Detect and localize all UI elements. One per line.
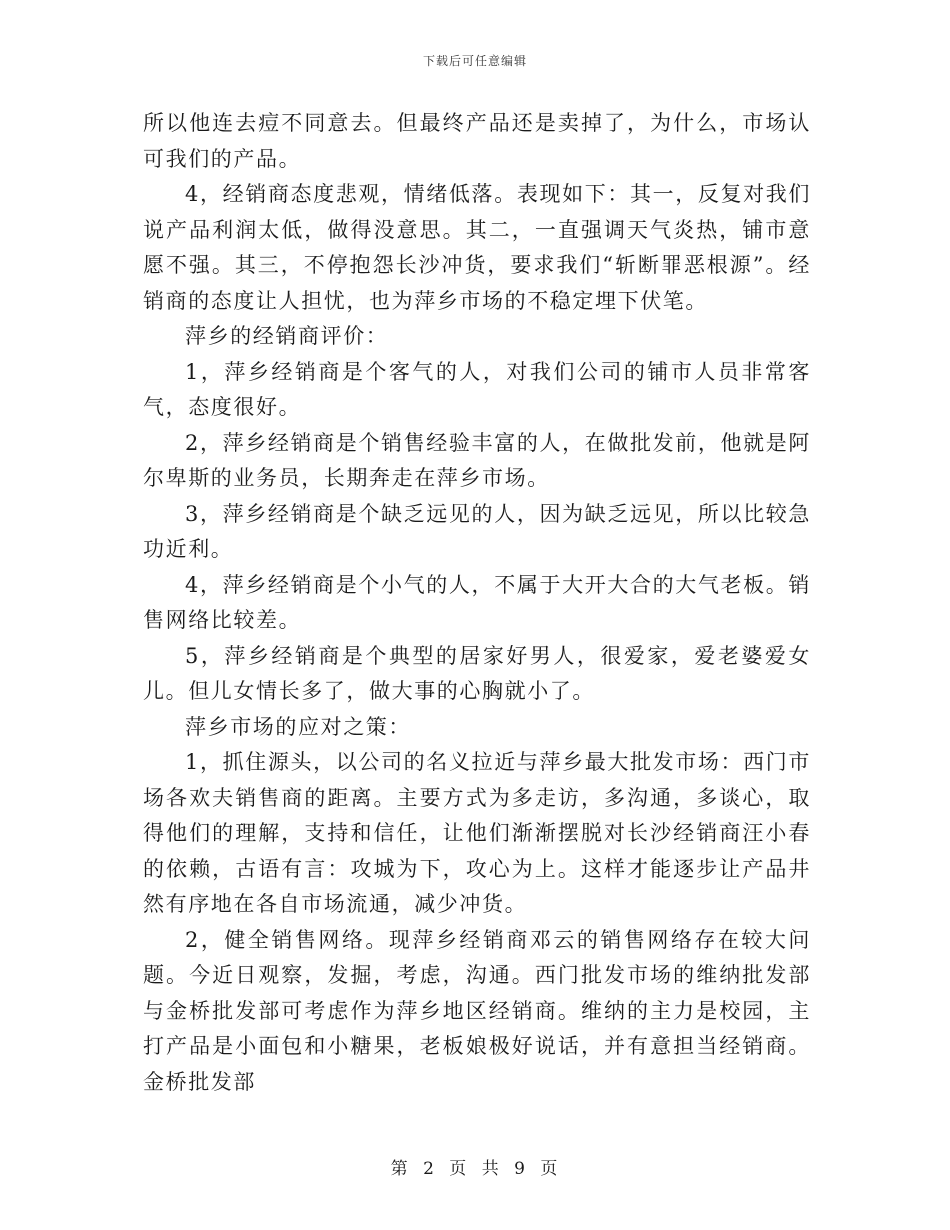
- document-body: [143, 106, 811, 1100]
- paragraph-11: 2，健全销售网络。现萍乡经销商邓云的销售网络存在较大问题。今近日观察，发掘，考虑，沟通。西门批发市场的维纳批发部与金桥批发部可考虑作为萍乡地区经销商。维纳的主力是校园，主打产品是小面包和小糖果，老板娘极好说话，并有意担当经销商。金桥批发部: [143, 927, 811, 1094]
- paragraph-6: 3，萍乡经销商是个缺乏远见的人，因为缺乏远见，所以比较急功近利。: [143, 501, 811, 561]
- paragraph-8: 5，萍乡经销商是个典型的居家好男人，很爱家，爱老婆爱女儿。但儿女情长多了，做大事的心胸就小了。: [143, 643, 811, 703]
- page-header: 下载后可任意编辑: [422, 54, 527, 68]
- section-heading-strategy: 萍乡市场的应对之策：: [185, 714, 411, 739]
- paragraph-7: 4，萍乡经销商是个小气的人，不属于大开大合的大气老板。销售网络比较差。: [143, 572, 811, 632]
- page-number-footer: 第 2 页 共 9 页: [390, 1159, 560, 1179]
- paragraph-1: 所以他连去痘不同意去。但最终产品还是卖掉了，为什么，市场认可我们的产品。: [143, 111, 811, 171]
- paragraph-2: 4，经销商态度悲观，情绪低落。表现如下：其一，反复对我们说产品利润太低，做得没意思。其二，一直强调天气炎热，铺市意愿不强。其三，不停抱怨长沙冲货，要求我们“斩断罪恶根源”。经销商的态度让人担忧，也为萍乡市场的不稳定埋下伏笔。: [143, 182, 811, 313]
- section-heading-evaluation: 萍乡的经销商评价：: [185, 324, 389, 348]
- paragraph-4: 1，萍乡经销商是个客气的人，对我们公司的铺市人员非常客气，态度很好。: [143, 359, 811, 419]
- paragraph-10: 1，抓住源头，以公司的名义拉近与萍乡最大批发市场：西门市场各欢夫销售商的距离。主要方式为多走访，多沟通，多谈心，取得他们的理解，支持和信任，让他们渐渐摆脱对长沙经销商汪小春的依赖，古语有言：攻城为下，攻心为上。这样才能逐步让产品井然有序地在各自市场流通，减少冲货。: [143, 750, 811, 916]
- paragraph-5: 2，萍乡经销商是个销售经验丰富的人，在做批发前，他就是阿尔卑斯的业务员，长期奔走在萍乡市场。: [143, 430, 811, 490]
